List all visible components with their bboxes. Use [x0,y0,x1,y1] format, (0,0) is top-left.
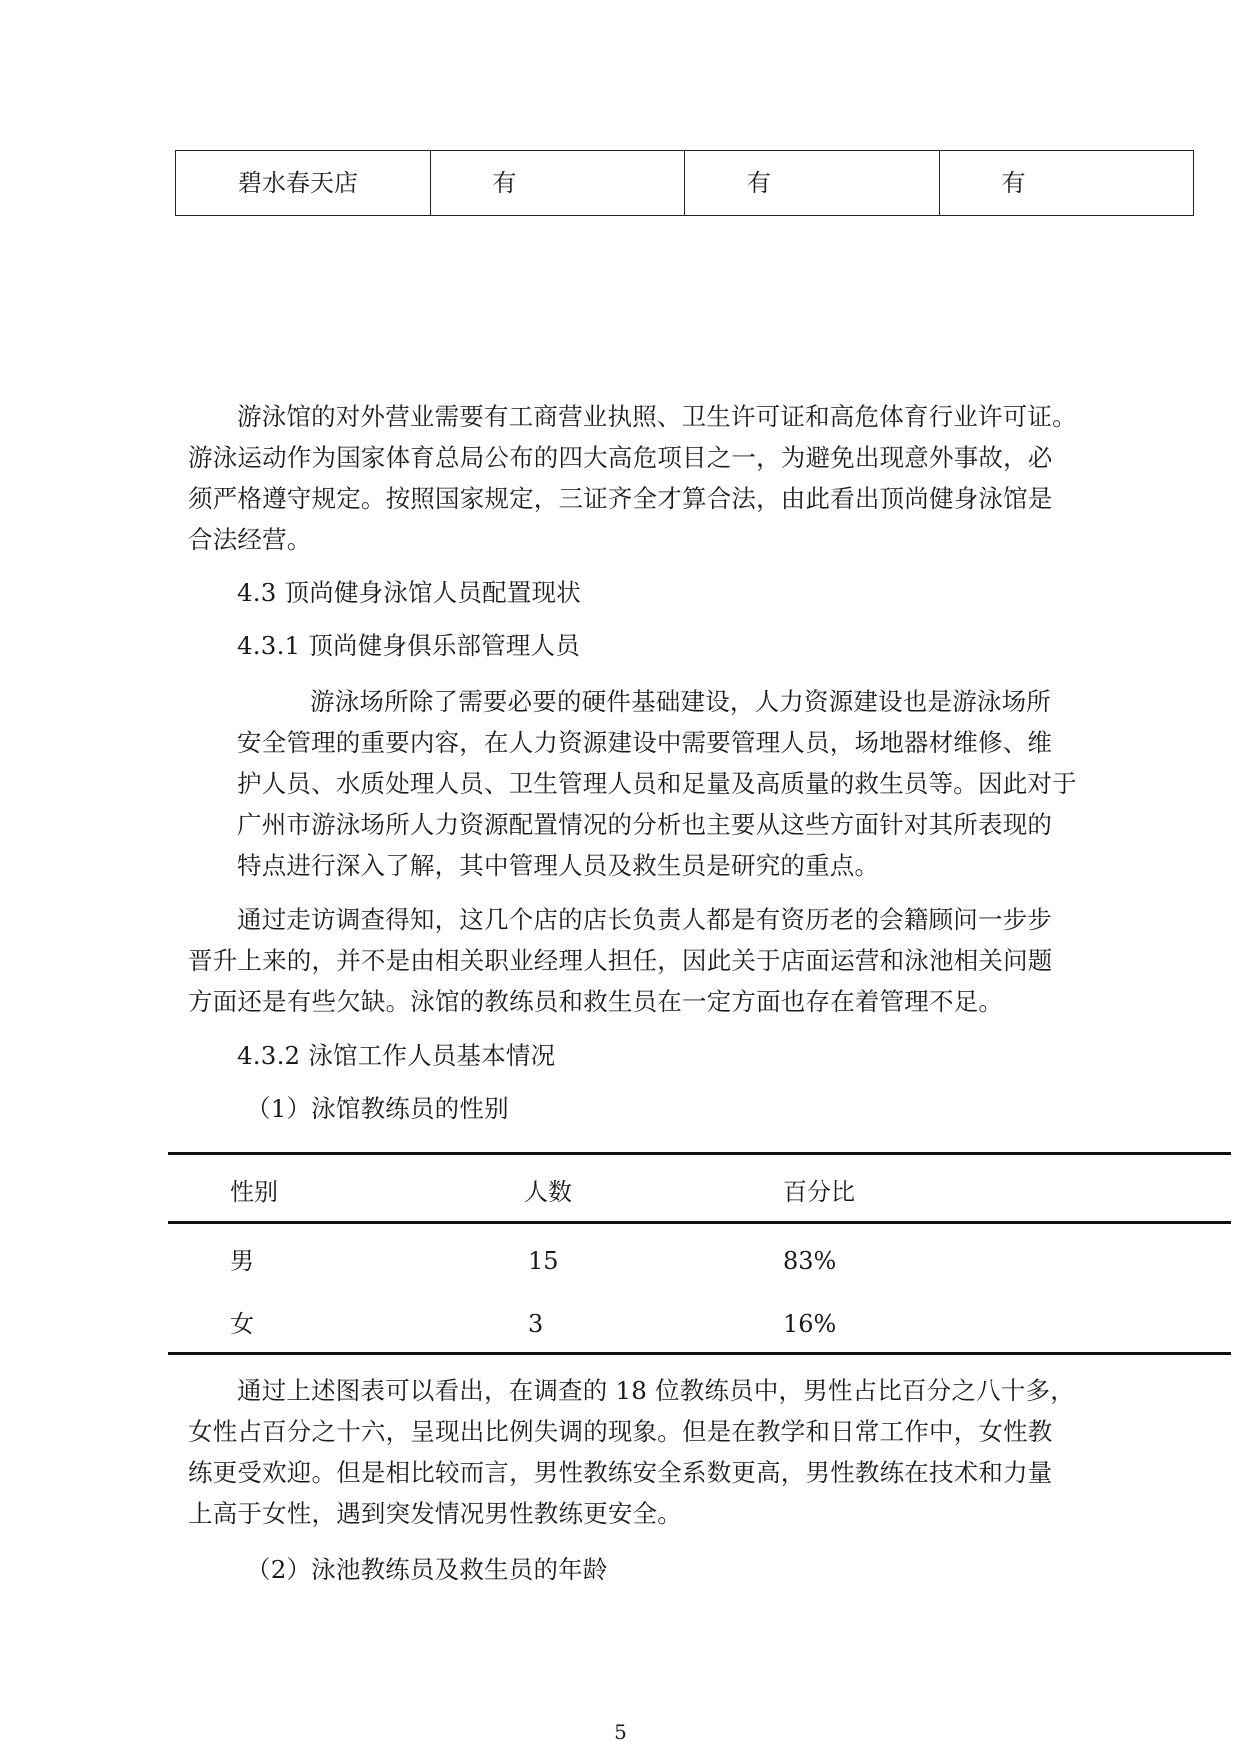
table-cell-license-1: 有 [431,151,686,215]
paragraph-line: 上高于女性，遇到突发情况男性教练更安全。 [188,1499,682,1528]
paragraph-line: 练更受欢迎。但是相比较而言，男性教练安全系数更高，男性教练在技术和力量 [188,1458,1053,1487]
paragraph-line: 合法经营。 [188,525,312,554]
table-header-percent: 百分比 [783,1178,855,1206]
paragraph-line: 游泳运动作为国家体育总局公布的四大高危项目之一，为避免出现意外事故，必 [188,443,1053,472]
paragraph-line: 游泳场所除了需要必要的硬件基础建设，人力资源建设也是游泳场所 [310,687,1051,716]
subsection-heading: 4.3.2 泳馆工作人员基本情况 [237,1041,556,1070]
table-cell: 15 [528,1247,559,1275]
table-cell: 男 [230,1247,254,1275]
table-cell: 16% [783,1310,837,1338]
subsection-heading: 4.3.1 顶尚健身俱乐部管理人员 [237,631,581,660]
paragraph-line: 游泳馆的对外营业需要有工商营业执照、卫生许可证和高危体育行业许可证。 [237,402,1077,431]
table-caption: （2）泳池教练员及救生员的年龄 [246,1555,608,1584]
table-bottom-rule [168,1352,1231,1355]
paragraph-line: 广州市游泳场所人力资源配置情况的分析也主要从这些方面针对其所表现的 [237,810,1053,839]
table-cell-license-2: 有 [685,151,940,215]
table-cell: 83% [783,1247,837,1275]
store-license-table-row [175,150,1194,216]
table-header-gender: 性别 [230,1178,278,1206]
paragraph-line: 晋升上来的，并不是由相关职业经理人担任，因此关于店面运营和泳池相关问题 [188,946,1053,975]
section-heading: 4.3 顶尚健身泳馆人员配置现状 [237,578,581,607]
paragraph-line: 女性占百分之十六，呈现出比例失调的现象。但是在教学和日常工作中，女性教 [188,1417,1053,1446]
paragraph-line: 通过上述图表可以看出，在调查的 18 位教练员中，男性占比百分之八十多， [237,1376,1075,1405]
table-caption: （1）泳馆教练员的性别 [246,1094,509,1123]
table-top-rule [168,1152,1231,1155]
paragraph-line: 安全管理的重要内容，在人力资源建设中需要管理人员，场地器材维修、维 [237,728,1053,757]
table-cell-store-name: 碧水春天店 [176,151,431,215]
table-cell: 3 [528,1310,544,1338]
table-header-rule [168,1221,1231,1224]
paragraph-line: 通过走访调查得知，这几个店的店长负责人都是有资历老的会籍顾问一步步 [237,905,1053,934]
paragraph-line: 方面还是有些欠缺。泳馆的教练员和救生员在一定方面也存在着管理不足。 [188,987,1004,1016]
paragraph-line: 须严格遵守规定。按照国家规定，三证齐全才算合法，由此看出顶尚健身泳馆是 [188,484,1053,513]
table-cell-license-3: 有 [1001,169,1026,197]
paragraph-line: 特点进行深入了解，其中管理人员及救生员是研究的重点。 [237,851,880,880]
table-cell: 女 [230,1310,254,1338]
paragraph-line: 护人员、水质处理人员、卫生管理人员和足量及高质量的救生员等。因此对于 [237,769,1077,798]
table-header-count: 人数 [524,1178,572,1206]
page-number: 5 [614,1720,627,1744]
